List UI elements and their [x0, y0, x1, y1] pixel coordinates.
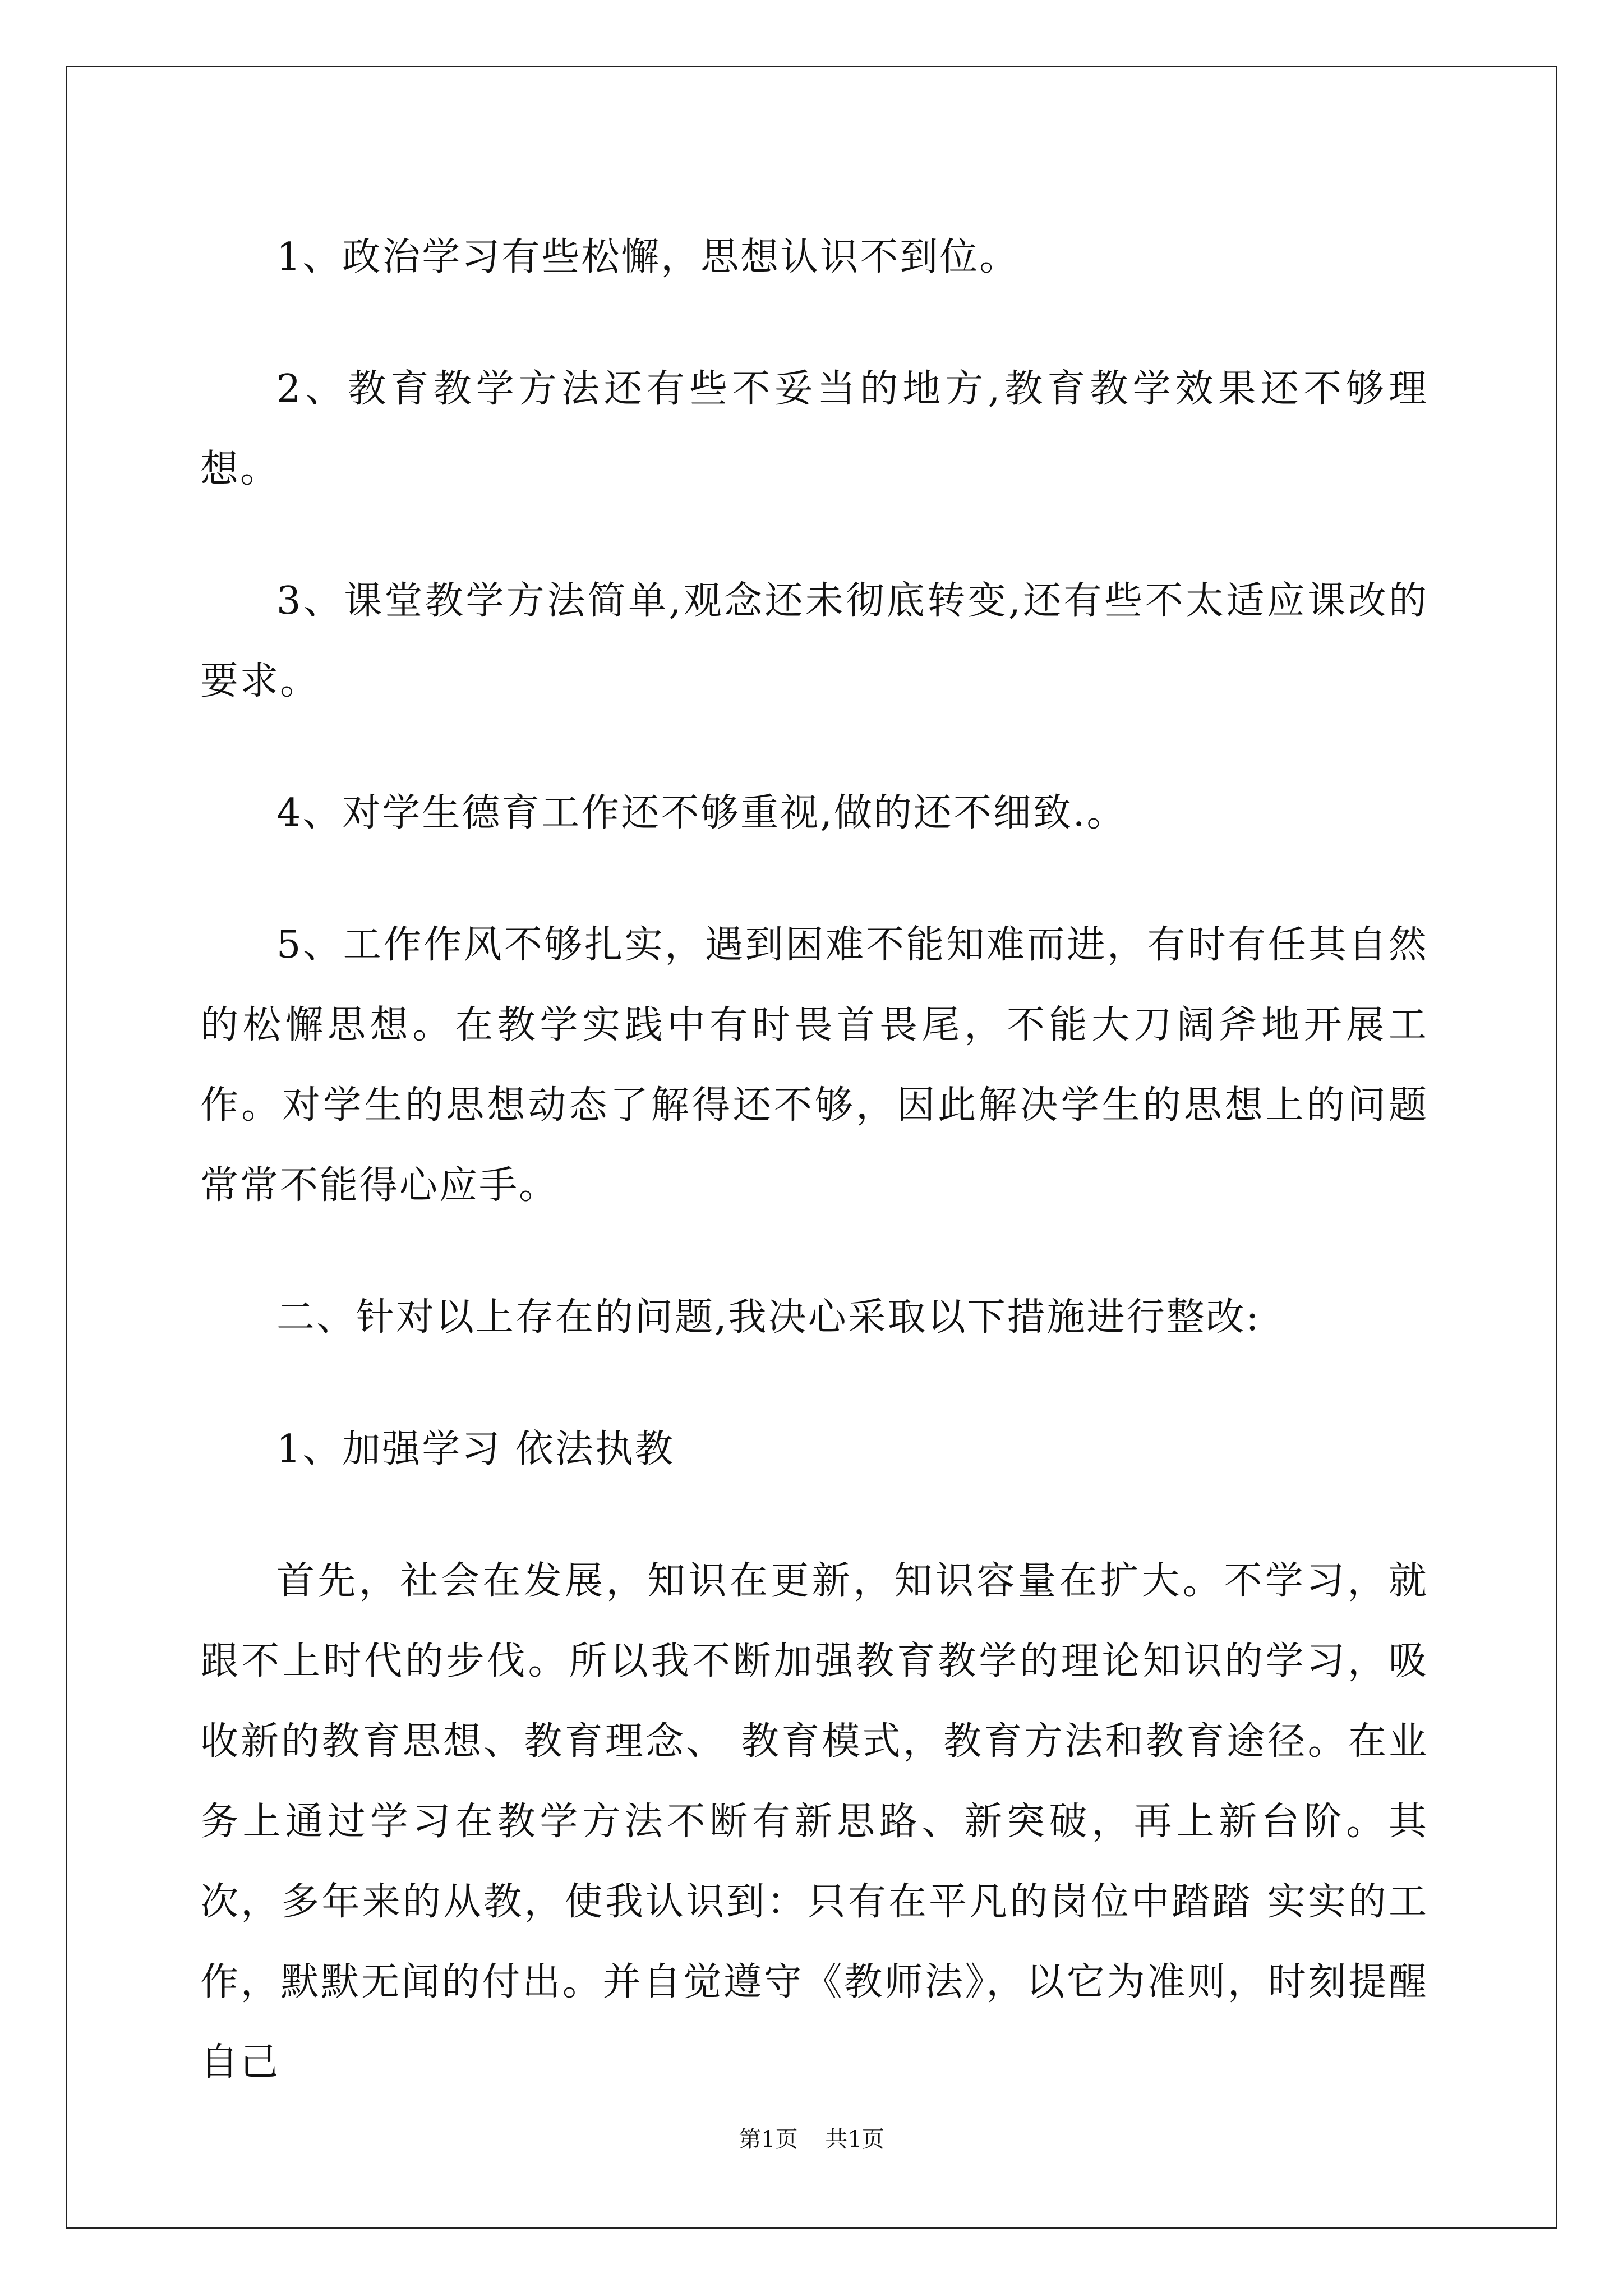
paragraph-1: 1、政治学习有些松懈，思想认识不到位。: [276, 235, 1020, 279]
paragraph-4: 4、对学生德育工作还不够重视,做的还不细致.。: [276, 791, 1127, 835]
paragraph-2: 2、教育教学方法还有些不妥当的地方,教育教学效果还不够理想。: [200, 367, 1428, 491]
subheading-1: 1、加强学习 依法执教: [276, 1427, 675, 1471]
section-heading-2: 二、针对以上存在的问题,我决心采取以下措施进行整改:: [276, 1295, 1261, 1340]
paragraph-5: 5、工作作风不够扎实，遇到困难不能知难而进，有时有任其自然的松懈思想。在教学实践中有时畏首畏尾，不能大刀阔斧地开展工作。对学生的思想动态了解得还不够，因此解决学生的思想上的问题常常不能得心应手。: [200, 923, 1428, 1208]
page-number: 第1页: [739, 2127, 798, 2152]
paragraph-3: 3、课堂教学方法简单,观念还未彻底转变,还有些不太适应课改的要求。: [200, 579, 1428, 703]
page-footer: [0, 2126, 1623, 2153]
page-total: 共1页: [825, 2127, 884, 2152]
document-body: [200, 217, 1428, 2154]
paragraph-first: 首先，社会在发展，知识在更新，知识容量在扩大。不学习，就跟不上时代的步伐。所以我不断加强教育教学的理论知识的学习，吸收新的教育思想、教育理念、 教育模式，教育方法和教育途径。在业务上通过学习在教学方法不断有新思路、新突破，再上新台阶。其次，多年来的从教，使我认识到：只有在平凡的岗位中踏踏 实实的工作，默默无闻的付出。并自觉遵守《教师法》，以它为准则，时刻提醒自己: [200, 1559, 1428, 2085]
